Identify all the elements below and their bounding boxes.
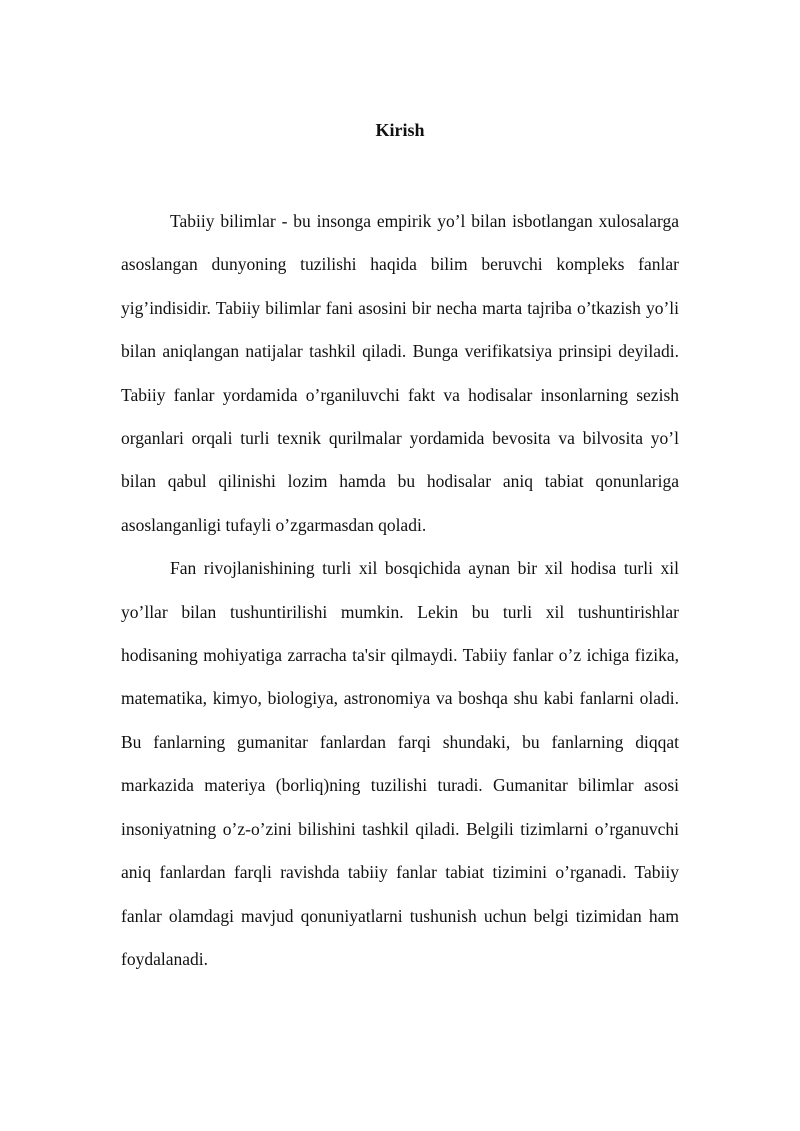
page-title: Kirish [375,120,425,140]
paragraph-2: Fan rivojlanishining turli xil bosqichida aynan bir xil hodisa turli xil yo’llar bilan tushuntirilishi mumkin. Lekin bu turli xil tushuntirishlar hodisaning mohiyatiga zarracha ta'sir qilmaydi. Tabiiy fanlar o’z ichiga fizika, matematika, kimyo, biologiya, astronomiya va boshqa shu kabi fanlarni oladi. Bu fanlarning gumanitar fanlardan farqi shundaki, bu fanlarning diqqat markazida materiya (borliq)ning tuzilishi turadi. Gumanitar bilimlar asosi insoniyatning o’z-o’zini bilishini tashkil qiladi. Belgili tizimlarni o’rganuvchi aniq fanlardan farqli ravishda tabiiy fanlar tabiat tizimini o’rganadi. Tabiiy fanlar olamdagi mavjud qonuniyatlarni tushunish uchun belgi tizimidan ham foydalanadi. [121,558,679,969]
paragraph-1: Tabiiy bilimlar - bu insonga empirik yo’l bilan isbotlangan xulosalarga asoslangan dunyoning tuzilishi haqida bilim beruvchi kompleks fanlar yig’indisidir. Tabiiy bilimlar fani asosini bir necha marta tajriba o’tkazish yo’li bilan aniqlangan natijalar tashkil qiladi. Bunga verifikatsiya prinsipi deyiladi. Tabiiy fanlar yordamida o’rganiluvchi fakt va hodisalar insonlarning sezish organlari orqali turli texnik qurilmalar yordamida bevosita va bilvosita yo’l bilan qabul qilinishi lozim hamda bu hodisalar aniq tabiat qonunlariga asoslanganligi tufayli o’zgarmasdan qoladi. [121,211,679,535]
document-body [121,200,679,981]
